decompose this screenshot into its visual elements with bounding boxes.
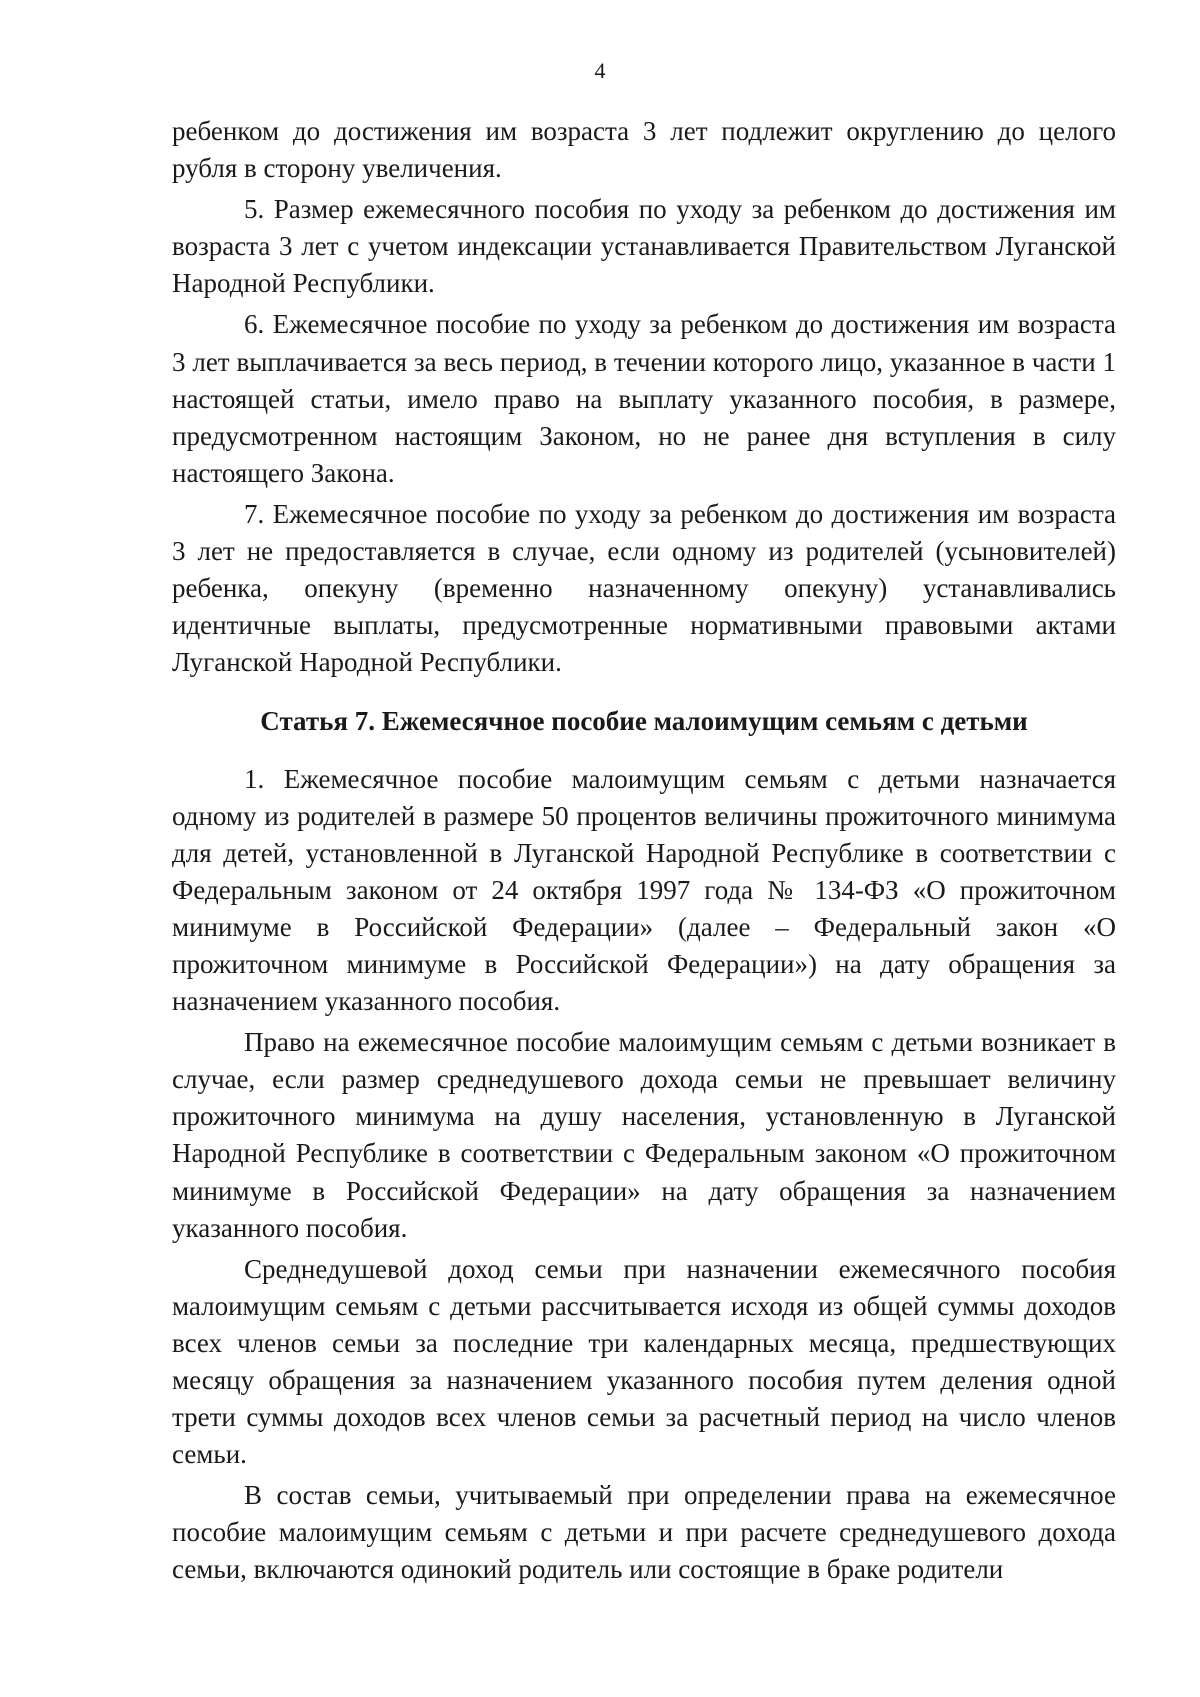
article-7-paragraph-3: Среднедушевой доход семьи при назначении ежемесячного пособия малоимущим семьям с детьми рассчитывается исходя из общей суммы доходов всех членов семьи за последние три календарных месяца, предшествующих месяцу обращения за назначением указанного пособия путем деления одной трети суммы доходов всех членов семьи за расчетный период на число членов семьи. — [172, 1253, 1116, 1470]
page-number: 4 — [594, 58, 606, 83]
document-body — [172, 113, 1116, 1589]
paragraph-6: 6. Ежемесячное пособие по уходу за ребенком до достижения им возраста 3 лет выплачивается за весь период, в течении которого лицо, указанное в части 1 настоящей статьи, имело право на выплату указанного пособия, в размере, предусмотренном настоящим Законом, но не ранее дня вступления в силу настоящего Закона. — [172, 309, 1116, 488]
article-7-paragraph-4: В состав семьи, учитываемый при определении права на ежемесячное пособие малоимущим семьям с детьми и при расчете среднедушевого дохода семьи, включаются одинокий родитель или состоящие в браке родители — [172, 1480, 1116, 1585]
article-7-paragraph-2: Право на ежемесячное пособие малоимущим семьям с детьми возникает в случае, если размер среднедушевого дохода семьи не превышает величину прожиточного минимума на душу населения, установленную в Луганской Народной Республике в соответствии с Федеральным законом «О прожиточном минимуме в Российской Федерации» на дату обращения за назначением указанного пособия. — [172, 1027, 1116, 1243]
article-7-heading: Статья 7. Ежемесячное пособие малоимущим семьям с детьми — [260, 706, 1028, 737]
paragraph-7: 7. Ежемесячное пособие по уходу за ребенком до достижения им возраста 3 лет не предоставляется в случае, если одному из родителей (усыновителей) ребенка, опекуну (временно назначенному опекуну) устанавливались идентичные выплаты, предусмотренные нормативными правовыми актами Луганской Народной Республики. — [172, 498, 1116, 678]
paragraph-continuation: ребенком до достижения им возраста 3 лет подлежит округлению до целого рубля в сторону увеличения. — [172, 116, 1116, 184]
paragraph-5: 5. Размер ежемесячного пособия по уходу за ребенком до достижения им возраста 3 лет с учетом индексации устанавливается Правительством Луганской Народной Республики. — [172, 194, 1116, 299]
article-7-paragraph-1: 1. Ежемесячное пособие малоимущим семьям с детьми назначается одному из родителей в размере 50 процентов величины прожиточного минимума для детей, установленной в Луганской Народной Республике в соответствии с Федеральным законом от 24 октября 1997 года № 134-ФЗ «О прожиточном минимуме в Российской Федерации» (далее – Федеральный закон «О прожиточном минимуме в Российской Федерации») на дату обращения за назначением указанного пособия. — [172, 763, 1116, 1017]
